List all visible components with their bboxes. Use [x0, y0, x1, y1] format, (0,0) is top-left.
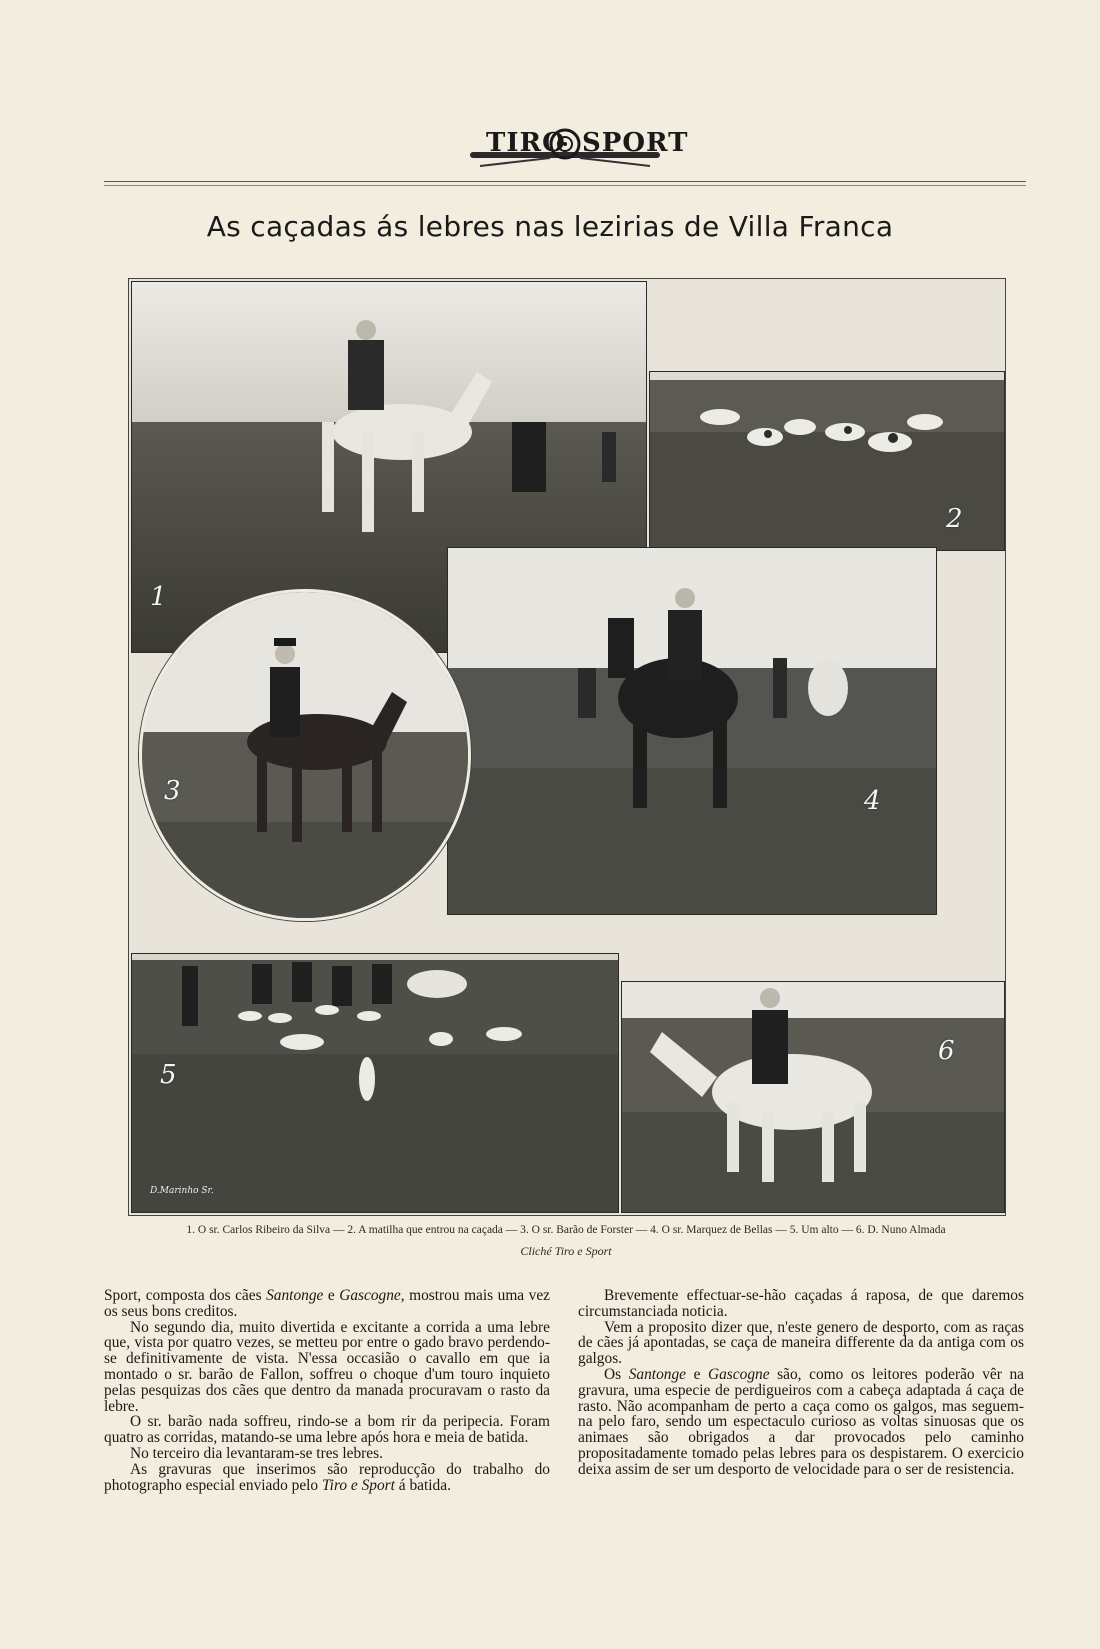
- figure-credit: Cliché Tiro e Sport: [520, 1244, 612, 1258]
- article-title: As caçadas ás lebres nas lezirias de Villa Franca: [206, 210, 894, 243]
- photo-2-number: 2: [946, 504, 963, 534]
- photo-5: [131, 953, 619, 1213]
- masthead-right-text: SPORT: [582, 128, 689, 158]
- paragraph: Vem a proposito dizer que, n'este genero de desporto, com as raças de cães já apontadas, se caça de maneira differente da da antiga com os galgos.: [578, 1318, 1024, 1368]
- photo-collage: [128, 278, 1006, 1216]
- photo-1-number: 1: [150, 582, 167, 612]
- paragraph: O sr. barão nada soffreu, rindo-se a bom rir da peripecia. Foram quatro as corridas, matando-se uma lebre após hora e meia de batida.: [104, 1413, 550, 1447]
- photo-6: [621, 981, 1005, 1213]
- photo-3-number: 3: [164, 776, 181, 806]
- paragraph: Sport, composta dos cães Santonge e Gascogne, mostrou mais uma vez os seus bons creditos.: [104, 1287, 551, 1320]
- paragraph: As gravuras que inserimos são reproducção do trabalho do photographo especial enviado pelo Tiro e Sport á batida.: [104, 1460, 550, 1494]
- paragraph: Brevemente effectuar-se-hão caçadas á raposa, de que daremos circumstanciada noticia.: [578, 1287, 1024, 1320]
- header-rule: [104, 181, 1026, 182]
- photo-4-number: 4: [864, 786, 881, 816]
- photo-5-number: 5: [160, 1060, 177, 1090]
- photo-6-number: 6: [938, 1036, 955, 1066]
- paragraph: No terceiro dia levantaram-se tres lebres.: [130, 1444, 383, 1462]
- article-column-left: [104, 1288, 550, 1493]
- paragraph: No segundo dia, muito divertida e excitante a corrida a uma lebre que, vista por quatro vezes, se metteu por entre o gado bravo perdendo-se definitivamente de vista. N'essa occasião o cavallo em que ia montado o sr. barão de Fallon, soffreu o choque d'um touro inquieto pelas pesquizas dos cães que dentro da manada procuravam o rasto da lebre.: [104, 1318, 550, 1415]
- masthead-left-text: TIRO: [486, 128, 566, 158]
- photo-2: [649, 371, 1005, 551]
- masthead-logo: [470, 124, 689, 172]
- paragraph: Os Santonge e Gascogne são, como os leitores poderão vêr na gravura, uma especie de perdigueiros com a cabeça adaptada á caça de rasto. Não acompanham de perto a caça como os galgos, mas seguem-na pelo faro, sendo um espectaculo curioso as voltas sinuosas que os animaes são obrigados a dar provocados pelo caminho propositadamente tomado pelas lebres para os despistarem. O exercicio deixa assim de ser um desporto de velocidade para o ser de resistencia.: [578, 1365, 1024, 1478]
- photographer-signature: D.Marinho Sr.: [150, 1186, 214, 1196]
- figure-caption: 1. O sr. Carlos Ribeiro da Silva — 2. A matilha que entrou na caçada — 3. O sr. Barão de Forster — 4. O sr. Marquez de Bellas — 5. Um alto — 6. D. Nuno Almada: [186, 1224, 946, 1236]
- article-column-right: [578, 1288, 1024, 1478]
- header-rule-secondary: [104, 185, 1026, 186]
- photo-4: [447, 547, 937, 915]
- photo-3: [139, 589, 471, 921]
